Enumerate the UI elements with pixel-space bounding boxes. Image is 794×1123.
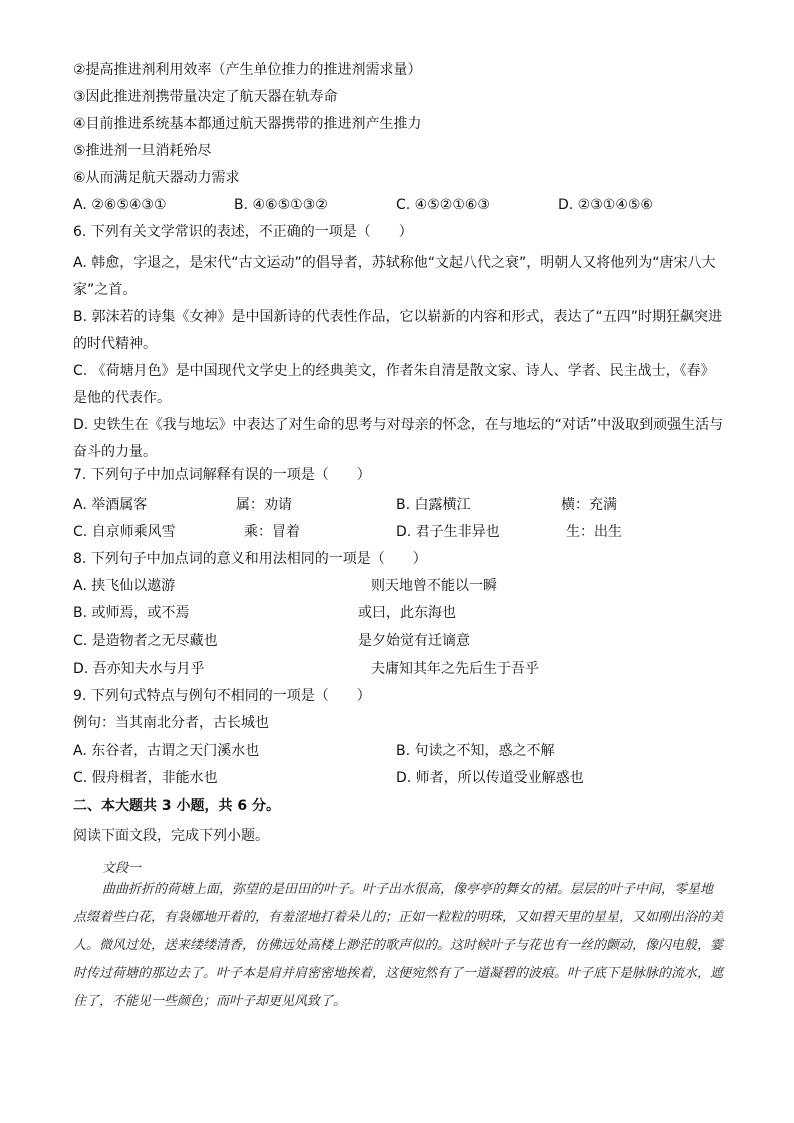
- q9-option-d: D. 师者，所以传道受业解惑也: [396, 770, 584, 786]
- q7-option-d: D. 君子生非异也: [396, 524, 500, 540]
- q8-option-b-compare: 或曰，此东海也: [358, 605, 456, 621]
- q6-option-b: B. 郭沫若的诗集《女神》是中国新诗的代表性作品，它以崭新的内容和形式，表达了“五四”时期狂飙突进的时代精神。: [73, 309, 723, 352]
- q7-gloss-b: 横：充满: [561, 497, 617, 513]
- q8-option-c-compare: 是夕始觉有迁谪意: [358, 633, 470, 649]
- passage-text: 曲曲折折的荷塘上面，弥望的是田田的叶子。叶子出水很高，像亭亭的舞女的裙。层层的叶子中间，零星地点缀着些白花，有袅娜地开着的，有羞涩地打着朵儿的；正如一粒粒的明珠，又如碧天里的星星，又如刚出浴的美人。微风过处，送来缕缕清香，仿佛远处高楼上渺茫的歌声似的。这时候叶子与花也有一丝的颤动，像闪电般，霎时传过荷塘的那边去了。叶子本是肩并肩密密地挨着，这便宛然有了一道凝碧的波痕。叶子底下是脉脉的流水，遮住了，不能见一些颜色；而叶子却更见风致了。: [73, 882, 724, 1009]
- q9-stem: 9. 下列句式特点与例句不相同的一项是（ ）: [73, 688, 371, 704]
- q9-option-b: B. 句读之不知，惑之不解: [396, 743, 555, 759]
- q7-gloss-c: 乘：冒着: [244, 524, 300, 540]
- q8-option-a: A. 挟飞仙以遨游: [73, 578, 176, 594]
- q8-option-b: B. 或师焉，或不焉: [73, 605, 190, 621]
- q8-option-a-compare: 则天地曾不能以一瞬: [371, 578, 497, 594]
- q6-option-c: C. 《荷塘月色》是中国现代文学史上的经典美文，作者朱自清是散文家、诗人、学者、民主战士，《春》是他的代表作。: [73, 363, 715, 406]
- sentence-3: ③因此推进剂携带量决定了航天器在轨寿命: [73, 89, 338, 105]
- section-2-heading: 二、本大题共 3 小题，共 6 分。: [73, 798, 280, 814]
- section-2-instruction: 阅读下面文段，完成下列小题。: [73, 828, 269, 844]
- q5-option-a: A. ②⑥⑤④③①: [73, 197, 167, 213]
- q6-stem: 6. 下列有关文学常识的表述，不正确的一项是（ ）: [73, 224, 413, 240]
- q7-gloss-a: 属：劝请: [236, 497, 292, 513]
- q8-option-d: D. 吾亦知夫水与月乎: [73, 661, 205, 677]
- q6-option-d: D. 史铁生在《我与地坛》中表达了对生命的思考与对母亲的怀念，在与地坛的“对话”中汲取到顽强生活与奋斗的力量。: [73, 417, 724, 460]
- q9-option-c: C. 假舟楫者，非能水也: [73, 770, 218, 786]
- q7-option-a: A. 举酒属客: [73, 497, 148, 513]
- q9-example: 例句：当其南北分者，古长城也: [73, 715, 269, 731]
- q8-option-d-compare: 夫庸知其年之先后生于吾乎: [371, 661, 539, 677]
- q7-option-b: B. 白露横江: [396, 497, 471, 513]
- q7-stem: 7. 下列句子中加点词解释有误的一项是（ ）: [73, 467, 371, 483]
- q9-option-a: A. 东谷者，古谓之天门溪水也: [73, 743, 260, 759]
- sentence-4: ④目前推进系统基本都通过航天器携带的推进剂产生推力: [73, 116, 422, 132]
- q8-stem: 8. 下列句子中加点词的意义和用法相同的一项是（ ）: [73, 551, 427, 567]
- sentence-2: ②提高推进剂利用效率（产生单位推力的推进剂需求量）: [73, 62, 422, 78]
- passage-title: 文段一: [102, 861, 142, 876]
- q5-option-d: D. ②③①④⑤⑥: [558, 197, 653, 213]
- q7-gloss-d: 生：出生: [566, 524, 622, 540]
- q5-option-c: C. ④⑤②①⑥③: [396, 197, 490, 213]
- sentence-5: ⑤推进剂一旦消耗殆尽: [73, 143, 212, 159]
- q7-option-c: C. 自京师乘风雪: [73, 524, 176, 540]
- q6-option-a: A. 韩愈，字退之，是宋代“古文运动”的倡导者，苏轼称他“文起八代之衰”，明朝人又将他列为“唐宋八大家”之首。: [73, 255, 716, 298]
- q8-option-c: C. 是造物者之无尽藏也: [73, 633, 218, 649]
- sentence-6: ⑥从而满足航天器动力需求: [73, 170, 240, 186]
- q5-option-b: B. ④⑥⑤①③②: [234, 197, 328, 213]
